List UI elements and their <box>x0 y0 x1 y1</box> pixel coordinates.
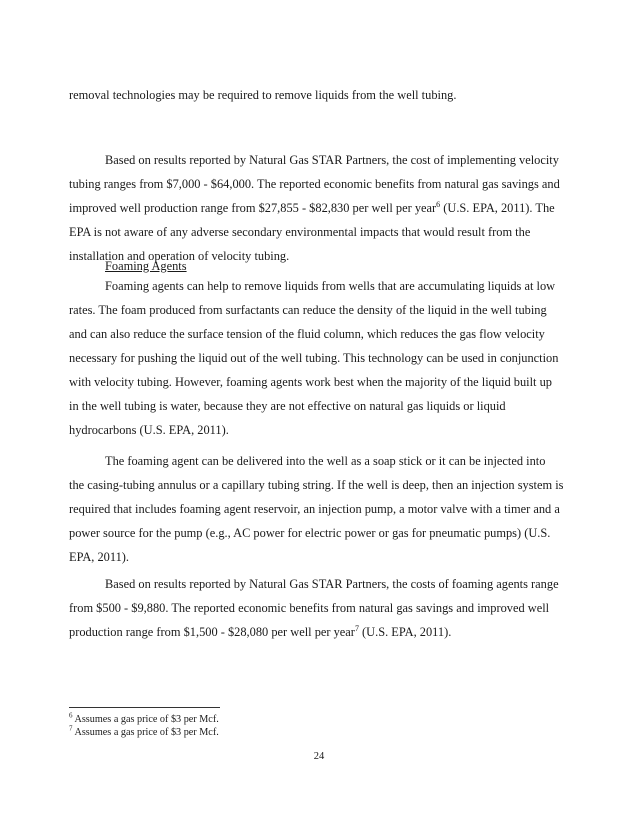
text-line: Based on results reported by Natural Gas STAR Partners, the costs of foaming agents range <box>105 577 559 591</box>
text-line: necessary for pushing the liquid out of the well tubing. This technology can be used in conjunction <box>69 351 559 365</box>
text-line: with velocity tubing. However, foaming agents work best when the majority of the liquid built up <box>69 375 552 389</box>
footnote-7 <box>69 724 219 739</box>
page-number: 24 <box>313 751 325 762</box>
text-line-with-footnote <box>69 620 572 644</box>
text-line: removal technologies may be required to remove liquids from the well tubing. <box>69 88 457 102</box>
text-line-with-footnote <box>69 196 572 220</box>
paragraph-foaming-cost <box>69 572 572 644</box>
text-line: EPA is not aware of any adverse secondary environmental impacts that would result from the <box>69 225 531 239</box>
text-line: in the well tubing is water, because they are not effective on natural gas liquids or liquid <box>69 399 506 413</box>
text-line: Based on results reported by Natural Gas STAR Partners, the cost of implementing velocity <box>105 153 559 167</box>
text-segment: improved well production range from $27,855 - $82,830 per well per year <box>69 201 437 215</box>
text-segment: (U.S. EPA, 2011). The <box>440 201 555 215</box>
paragraph-continuation <box>69 83 572 107</box>
text-line: EPA, 2011). <box>69 550 130 564</box>
footnote-text: Assumes a gas price of $3 per Mcf. <box>72 714 219 725</box>
section-heading: Foaming Agents <box>105 259 187 273</box>
footnote-text: Assumes a gas price of $3 per Mcf. <box>72 727 219 738</box>
footnote-ref-7: 7 <box>354 623 359 633</box>
footnote-divider <box>69 707 220 708</box>
text-line: tubing ranges from $7,000 - $64,000. The reported economic benefits from natural gas savings and <box>69 177 560 191</box>
section-foaming-agents <box>69 254 572 442</box>
text-line: the casing-tubing annulus or a capillary tubing string. If the well is deep, then an injection system is <box>69 478 564 492</box>
paragraph-foaming-delivery <box>69 449 572 569</box>
footnote-marker: 7 <box>69 724 73 733</box>
text-segment: production range from $1,500 - $28,080 per well per year <box>69 625 355 639</box>
text-line: installation and operation of velocity tubing. <box>69 249 290 263</box>
footnote-6 <box>69 711 219 726</box>
text-line: Foaming agents can help to remove liquids from wells that are accumulating liquids at low <box>105 279 556 293</box>
text-line: power source for the pump (e.g., AC power for electric power or gas for pneumatic pumps) (U.S. <box>69 526 551 540</box>
text-line: required that includes foaming agent reservoir, an injection pump, a motor valve with a timer and a <box>69 502 560 516</box>
text-line: The foaming agent can be delivered into the well as a soap stick or it can be injected into <box>105 454 546 468</box>
text-line: from $500 - $9,880. The reported economic benefits from natural gas savings and improved well <box>69 601 550 615</box>
text-line: hydrocarbons (U.S. EPA, 2011). <box>69 423 229 437</box>
footnote-ref-6: 6 <box>436 199 441 209</box>
text-line: and can also reduce the surface tension of the fluid column, which reduces the gas flow velocity <box>69 327 545 341</box>
footnote-marker: 6 <box>69 711 73 720</box>
text-segment: (U.S. EPA, 2011). <box>358 625 452 639</box>
paragraph-velocity-tubing-cost <box>69 148 572 268</box>
text-line: rates. The foam produced from surfactants can reduce the density of the liquid in the well tubing <box>69 303 547 317</box>
